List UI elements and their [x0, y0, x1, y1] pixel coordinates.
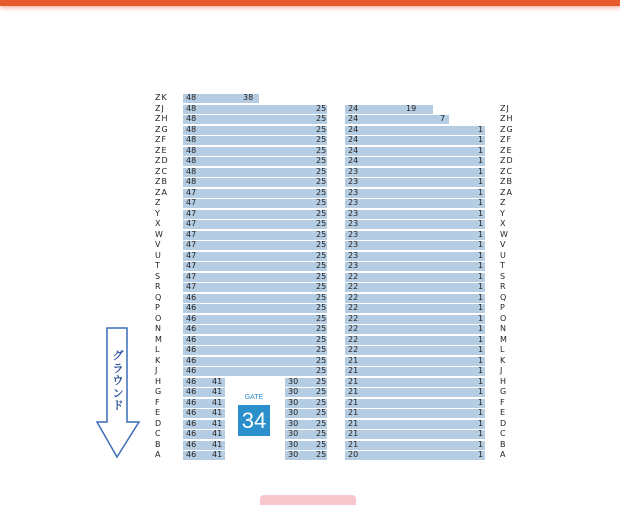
seat-number-right-end: 1 — [478, 219, 484, 228]
seat-number-left-end: 25 — [316, 177, 327, 186]
seat-number-left-start: 46 — [186, 313, 197, 323]
seat-block-left[interactable] — [183, 115, 327, 124]
seat-number-left-start: 46 — [186, 387, 197, 396]
seat-number-right-end: 1 — [478, 387, 484, 396]
seat-number-left-mid1: 41 — [212, 397, 223, 407]
seat-block-left[interactable] — [183, 147, 327, 156]
row-label-right: G — [500, 387, 508, 396]
seat-number-right-start: 24 — [348, 156, 359, 165]
seat-block-left[interactable] — [183, 346, 327, 355]
seat-number-right-start: 22 — [348, 303, 359, 312]
seat-number-left-end: 25 — [316, 250, 327, 260]
row-label-left: ZC — [155, 166, 169, 176]
seat-number-left-end: 38 — [243, 93, 254, 102]
seat-number-right-end: 1 — [478, 397, 484, 407]
seat-number-right-start: 23 — [348, 187, 359, 197]
seat-number-left-end: 25 — [316, 450, 327, 459]
seat-block-right[interactable] — [345, 283, 485, 292]
row-label-left: J — [155, 366, 159, 375]
seat-number-right-end: 1 — [478, 240, 484, 249]
seat-number-right-end: 1 — [478, 355, 484, 365]
seat-number-right-end: 1 — [478, 177, 484, 186]
row-label-left: ZF — [155, 135, 168, 144]
seat-number-right-start: 21 — [348, 376, 359, 386]
seat-number-left-end: 25 — [316, 334, 327, 344]
seat-number-right-start: 23 — [348, 240, 359, 249]
seat-block-right[interactable] — [345, 168, 485, 177]
seat-number-right-start: 24 — [348, 135, 359, 144]
seat-block-left[interactable] — [183, 199, 327, 208]
seat-number-left-start: 48 — [186, 135, 197, 144]
seat-number-left-end: 25 — [316, 324, 327, 333]
seat-number-left-end: 25 — [316, 418, 327, 428]
ground-label: グラウンド — [112, 349, 124, 412]
seat-number-right-end: 1 — [478, 229, 484, 239]
seat-block-right[interactable] — [345, 367, 485, 376]
row-label-right: Z — [500, 198, 507, 207]
row-label-left: O — [155, 313, 163, 323]
seat-block-right[interactable] — [345, 304, 485, 313]
row-label-left: ZE — [155, 145, 168, 155]
seat-number-left-mid2: 30 — [288, 397, 299, 407]
seat-number-right-end: 1 — [478, 261, 484, 270]
seat-number-left-start: 46 — [186, 408, 197, 417]
seat-number-left-start: 46 — [186, 345, 197, 354]
seat-number-left-start: 47 — [186, 229, 197, 239]
seat-number-right-start: 23 — [348, 219, 359, 228]
row-label-left: ZB — [155, 177, 168, 186]
row-label-left: C — [155, 429, 162, 438]
row-label-right: K — [500, 355, 507, 365]
seat-number-left-mid2: 30 — [288, 387, 299, 396]
row-label-right: R — [500, 282, 507, 291]
seat-block-left[interactable] — [183, 105, 327, 114]
seat-block-right[interactable] — [345, 441, 485, 450]
seat-number-right-end: 19 — [406, 103, 417, 113]
row-label-right: M — [500, 334, 508, 344]
row-label-right: T — [500, 261, 506, 270]
seat-block-right[interactable] — [345, 199, 485, 208]
seat-number-right-start: 22 — [348, 292, 359, 302]
row-label-right: ZH — [500, 114, 514, 123]
row-label-right: D — [500, 418, 508, 428]
seat-number-left-start: 46 — [186, 450, 197, 459]
seat-number-right-end: 1 — [478, 324, 484, 333]
seat-number-right-start: 21 — [348, 355, 359, 365]
seat-number-left-start: 47 — [186, 282, 197, 291]
seat-number-right-end: 1 — [478, 376, 484, 386]
row-label-left: H — [155, 376, 163, 386]
seat-number-left-end: 25 — [316, 187, 327, 197]
seat-number-left-mid2: 30 — [288, 450, 299, 459]
seat-number-right-start: 23 — [348, 208, 359, 218]
seat-number-right-end: 1 — [478, 198, 484, 207]
row-label-right: U — [500, 250, 507, 260]
seat-block-left[interactable] — [183, 325, 327, 334]
seat-number-left-end: 25 — [316, 345, 327, 354]
seat-number-right-start: 22 — [348, 345, 359, 354]
seat-number-left-end: 25 — [316, 355, 327, 365]
seat-number-right-end: 1 — [478, 418, 484, 428]
seat-block-right[interactable] — [345, 115, 449, 124]
seat-number-left-end: 25 — [316, 439, 327, 449]
seat-number-left-end: 25 — [316, 156, 327, 165]
seat-number-left-start: 48 — [186, 166, 197, 176]
seat-number-right-start: 21 — [348, 387, 359, 396]
row-label-right: ZB — [500, 177, 513, 186]
row-label-right: H — [500, 376, 508, 386]
seat-number-left-start: 47 — [186, 187, 197, 197]
seat-block-right[interactable] — [345, 210, 485, 219]
seat-number-right-end: 1 — [478, 345, 484, 354]
seat-number-left-mid2: 30 — [288, 418, 299, 428]
seat-block-right[interactable] — [345, 105, 433, 114]
row-label-left: ZD — [155, 156, 169, 165]
seat-block-left[interactable] — [183, 231, 327, 240]
seat-number-left-end: 25 — [316, 303, 327, 312]
seat-block-left[interactable] — [183, 283, 327, 292]
row-label-right: O — [500, 313, 508, 323]
seat-block-right[interactable] — [345, 273, 485, 282]
row-label-left: D — [155, 418, 163, 428]
seat-block-right[interactable] — [345, 231, 485, 240]
gate-number-badge: 34 — [238, 405, 270, 436]
seat-block-right[interactable] — [345, 346, 485, 355]
seat-block-left[interactable] — [183, 294, 327, 303]
seat-number-right-end: 1 — [478, 303, 484, 312]
seat-number-right-start: 23 — [348, 198, 359, 207]
row-label-left: ZK — [155, 93, 168, 102]
seat-number-left-end: 25 — [316, 271, 327, 281]
seat-number-left-end: 25 — [316, 198, 327, 207]
seat-block-right[interactable] — [345, 262, 485, 271]
seat-block-right[interactable] — [345, 189, 485, 198]
seat-number-right-start: 20 — [348, 450, 359, 459]
row-label-left: ZA — [155, 187, 168, 197]
seat-number-left-end: 25 — [316, 240, 327, 249]
seat-number-left-start: 46 — [186, 303, 197, 312]
seat-number-left-end: 25 — [316, 208, 327, 218]
seat-number-left-end: 25 — [316, 282, 327, 291]
seat-number-left-end: 25 — [316, 103, 327, 113]
seat-number-left-start: 46 — [186, 366, 197, 375]
seat-number-right-start: 24 — [348, 124, 359, 134]
seat-number-left-end: 25 — [316, 135, 327, 144]
seat-number-right-start: 21 — [348, 366, 359, 375]
seat-number-left-end: 25 — [316, 292, 327, 302]
seat-number-left-mid2: 30 — [288, 408, 299, 417]
seat-block-right[interactable] — [345, 315, 485, 324]
seat-number-left-start: 48 — [186, 103, 197, 113]
row-label-right: ZD — [500, 156, 514, 165]
row-label-right: Y — [500, 208, 506, 218]
row-label-right: ZA — [500, 187, 513, 197]
seat-number-right-start: 21 — [348, 397, 359, 407]
seat-number-left-end: 25 — [316, 429, 327, 438]
seat-block-right[interactable] — [345, 451, 485, 460]
seat-block-right[interactable] — [345, 388, 485, 397]
seat-number-right-end: 1 — [478, 439, 484, 449]
row-label-left: A — [155, 450, 162, 459]
seat-block-right[interactable] — [345, 399, 485, 408]
row-label-left: W — [155, 229, 164, 239]
seat-number-left-start: 46 — [186, 397, 197, 407]
seat-number-left-end: 25 — [316, 387, 327, 396]
seat-block-left[interactable] — [183, 210, 327, 219]
seat-number-right-end: 7 — [440, 114, 446, 123]
seat-block-left[interactable] — [183, 126, 327, 135]
row-label-left: ZG — [155, 124, 169, 134]
seat-number-right-start: 21 — [348, 439, 359, 449]
seat-number-left-start: 46 — [186, 292, 197, 302]
seat-block-right[interactable] — [345, 252, 485, 261]
seat-number-right-start: 23 — [348, 261, 359, 270]
seat-number-left-mid1: 41 — [212, 376, 223, 386]
row-label-right: S — [500, 271, 507, 281]
seat-block-left[interactable] — [183, 252, 327, 261]
row-label-right: E — [500, 408, 507, 417]
row-label-right: ZG — [500, 124, 514, 134]
gate-label: GATE — [244, 394, 264, 401]
seat-block-left[interactable] — [183, 304, 327, 313]
row-label-left: G — [155, 387, 163, 396]
seat-number-left-start: 48 — [186, 145, 197, 155]
seat-number-right-end: 1 — [478, 313, 484, 323]
row-label-right: X — [500, 219, 507, 228]
row-label-left: V — [155, 240, 162, 249]
seat-number-left-end: 25 — [316, 366, 327, 375]
row-label-right: C — [500, 429, 507, 438]
seat-number-left-end: 25 — [316, 376, 327, 386]
top-accent-bar — [0, 0, 620, 6]
row-label-right: ZF — [500, 135, 513, 144]
seat-number-right-start: 22 — [348, 334, 359, 344]
seat-number-right-start: 22 — [348, 324, 359, 333]
seat-number-right-end: 1 — [478, 135, 484, 144]
row-label-left: M — [155, 334, 163, 344]
seat-block-right[interactable] — [345, 126, 485, 135]
row-label-left: B — [155, 439, 162, 449]
seat-number-right-end: 1 — [478, 187, 484, 197]
seat-block-right[interactable] — [345, 325, 485, 334]
seat-number-right-end: 1 — [478, 429, 484, 438]
seat-block-left[interactable] — [183, 178, 327, 187]
row-label-right: L — [500, 345, 506, 354]
seat-number-right-end: 1 — [478, 271, 484, 281]
seat-number-left-start: 47 — [186, 261, 197, 270]
seat-number-left-start: 47 — [186, 198, 197, 207]
seat-number-left-end: 25 — [316, 166, 327, 176]
seat-number-left-start: 47 — [186, 240, 197, 249]
seat-number-left-mid1: 41 — [212, 450, 223, 459]
seat-number-left-end: 25 — [316, 145, 327, 155]
row-label-left: K — [155, 355, 162, 365]
seat-block-left[interactable] — [183, 168, 327, 177]
seat-number-right-end: 1 — [478, 166, 484, 176]
seat-number-right-start: 23 — [348, 250, 359, 260]
seat-number-right-end: 1 — [478, 156, 484, 165]
row-label-right: Q — [500, 292, 508, 302]
seat-block-left[interactable] — [183, 357, 327, 366]
seat-number-left-start: 46 — [186, 429, 197, 438]
seat-number-left-mid1: 41 — [212, 418, 223, 428]
seat-number-left-start: 47 — [186, 250, 197, 260]
row-label-left: N — [155, 324, 162, 333]
seat-block-left[interactable] — [183, 241, 327, 250]
seat-number-right-start: 23 — [348, 177, 359, 186]
seat-number-left-start: 46 — [186, 376, 197, 386]
seat-number-right-start: 23 — [348, 166, 359, 176]
seat-number-right-start: 22 — [348, 271, 359, 281]
row-label-left: F — [155, 397, 161, 407]
seat-number-right-start: 22 — [348, 282, 359, 291]
seat-number-left-start: 48 — [186, 156, 197, 165]
row-label-right: P — [500, 303, 506, 312]
seat-block-right[interactable] — [345, 147, 485, 156]
seat-number-left-end: 25 — [316, 397, 327, 407]
seat-number-left-mid1: 41 — [212, 408, 223, 417]
row-label-left: Z — [155, 198, 162, 207]
seat-number-left-end: 25 — [316, 219, 327, 228]
seat-number-right-end: 1 — [478, 292, 484, 302]
seat-number-left-mid1: 41 — [212, 429, 223, 438]
seat-number-left-mid1: 41 — [212, 387, 223, 396]
seat-block-right[interactable] — [345, 409, 485, 418]
seat-block-right[interactable] — [345, 420, 485, 429]
seat-number-right-end: 1 — [478, 450, 484, 459]
row-label-left: X — [155, 219, 162, 228]
seat-number-right-start: 24 — [348, 114, 359, 123]
seat-block-right[interactable] — [345, 294, 485, 303]
seat-number-left-start: 46 — [186, 439, 197, 449]
seat-number-right-start: 21 — [348, 418, 359, 428]
seat-number-right-end: 1 — [478, 208, 484, 218]
seat-block-left[interactable] — [183, 315, 327, 324]
seat-number-right-end: 1 — [478, 250, 484, 260]
seat-number-right-start: 24 — [348, 145, 359, 155]
row-label-right: ZJ — [500, 103, 510, 113]
row-label-right: W — [500, 229, 509, 239]
seat-number-right-end: 1 — [478, 366, 484, 375]
seat-block-left[interactable] — [183, 136, 327, 145]
row-label-left: Y — [155, 208, 161, 218]
seat-number-left-start: 46 — [186, 418, 197, 428]
row-label-right: ZE — [500, 145, 513, 155]
seat-number-right-end: 1 — [478, 282, 484, 291]
seat-number-left-start: 48 — [186, 114, 197, 123]
seat-number-left-mid2: 30 — [288, 439, 299, 449]
seat-number-right-end: 1 — [478, 408, 484, 417]
seat-number-left-end: 25 — [316, 229, 327, 239]
seat-block-left[interactable] — [183, 157, 327, 166]
row-label-left: R — [155, 282, 162, 291]
seat-block-right[interactable] — [345, 178, 485, 187]
seat-block-left[interactable] — [183, 189, 327, 198]
seat-number-left-start: 46 — [186, 324, 197, 333]
seat-block-right[interactable] — [345, 157, 485, 166]
seat-number-right-end: 1 — [478, 145, 484, 155]
seat-number-left-end: 25 — [316, 313, 327, 323]
row-label-left: T — [155, 261, 161, 270]
seat-block-left[interactable] — [183, 336, 327, 345]
row-label-right: ZC — [500, 166, 514, 176]
seat-number-left-end: 25 — [316, 124, 327, 134]
row-label-right: V — [500, 240, 507, 249]
seat-number-left-start: 48 — [186, 124, 197, 134]
row-label-left: P — [155, 303, 161, 312]
row-label-left: Q — [155, 292, 163, 302]
row-label-right: B — [500, 439, 507, 449]
seat-block-right[interactable] — [345, 336, 485, 345]
seat-block-right[interactable] — [345, 136, 485, 145]
seat-number-right-start: 22 — [348, 313, 359, 323]
seat-number-left-end: 25 — [316, 114, 327, 123]
seat-block-left[interactable] — [183, 262, 327, 271]
seat-number-right-start: 21 — [348, 408, 359, 417]
seat-block-right[interactable] — [345, 220, 485, 229]
row-label-left: E — [155, 408, 162, 417]
seat-number-left-mid1: 41 — [212, 439, 223, 449]
seat-block-left[interactable] — [183, 220, 327, 229]
row-label-right: A — [500, 450, 507, 459]
seat-number-right-start: 23 — [348, 229, 359, 239]
bottom-button[interactable] — [260, 495, 356, 505]
seat-number-left-start: 46 — [186, 355, 197, 365]
seat-block-left[interactable] — [183, 273, 327, 282]
seat-number-right-end: 1 — [478, 124, 484, 134]
seat-number-left-start: 47 — [186, 271, 197, 281]
seat-number-left-start: 47 — [186, 219, 197, 228]
row-label-right: F — [500, 397, 506, 407]
seat-number-left-end: 25 — [316, 408, 327, 417]
seat-number-right-end: 1 — [478, 334, 484, 344]
seat-number-left-start: 48 — [186, 177, 197, 186]
row-label-left: ZJ — [155, 103, 165, 113]
seat-block-right[interactable] — [345, 357, 485, 366]
row-label-left: ZH — [155, 114, 169, 123]
seat-number-left-start: 48 — [186, 93, 197, 102]
seat-number-right-start: 21 — [348, 429, 359, 438]
seat-block-right[interactable] — [345, 430, 485, 439]
seat-number-left-mid2: 30 — [288, 376, 299, 386]
seat-block-left[interactable] — [183, 367, 327, 376]
row-label-right: J — [500, 366, 504, 375]
seat-block-right[interactable] — [345, 378, 485, 387]
seat-number-left-mid2: 30 — [288, 429, 299, 438]
seat-block-right[interactable] — [345, 241, 485, 250]
seat-number-right-start: 24 — [348, 103, 359, 113]
seat-number-left-end: 25 — [316, 261, 327, 270]
row-label-left: L — [155, 345, 161, 354]
seat-number-left-start: 47 — [186, 208, 197, 218]
row-label-left: S — [155, 271, 162, 281]
row-label-left: U — [155, 250, 162, 260]
seat-number-left-start: 46 — [186, 334, 197, 344]
row-label-right: N — [500, 324, 507, 333]
